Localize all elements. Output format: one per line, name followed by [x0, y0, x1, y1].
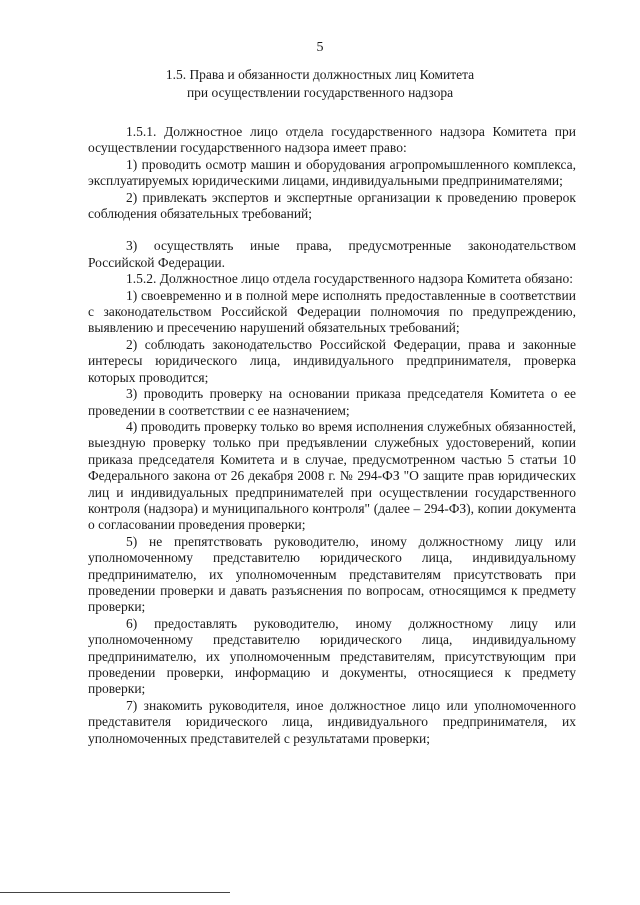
paragraph-1-5-1: 1.5.1. Должностное лицо отдела государственного надзора Комитета при осуществлении государственного надзора имеет право: — [88, 124, 576, 156]
paragraph-gap — [88, 222, 576, 238]
document-body — [88, 124, 576, 747]
duty-item-5: 5) не препятствовать руководителю, иному должностному лицу или уполномоченному представителю юридического лица, индивидуальному предпринимателю, их уполномоченным представителям присутствовать при проведении проверки и давать разъяснения по вопросам, относящимся к предмету проверки; — [88, 533, 576, 615]
right-item-2: 2) привлекать экспертов и экспертные организации к проведению проверок соблюдения обязательных требований; — [88, 189, 576, 222]
duty-item-3: 3) проводить проверку на основании приказа председателя Комитета о ее проведении в соответствии с ее назначением; — [88, 386, 576, 418]
heading-line-1: 1.5. Права и обязанности должностных лиц Комитета — [165, 67, 475, 82]
page-number: 5 — [316, 40, 324, 55]
duty-item-1: 1) своевременно и в полной мере исполнять предоставленные в соответствии с законодательством Российской Федерации полномочия по предупреждению, выявлению и пресечению нарушений обязательных требований; — [88, 287, 576, 336]
section-heading — [0, 66, 640, 102]
duty-item-4: 4) проводить проверку только во время исполнения служебных обязанностей, выездную проверку только при предъявлении служебных удостоверений, копии приказа председателя Комитета и в случае, предусмотренном частью 5 статьи 10 Федерального закона от 26 декабря 2008 г. № 294-ФЗ "О защите прав юридических лиц и индивидуальных предпринимателей при осуществлении государственного контроля (надзора) и муниципального контроля" (далее – 294-ФЗ), копии документа о согласовании проведения проверки; — [88, 418, 576, 533]
right-item-1: 1) проводить осмотр машин и оборудования агропромышленного комплекса, эксплуатируемых юридическими лицами, индивидуальными предпринимателями; — [88, 156, 576, 189]
heading-line-2: при осуществлении государственного надзора — [186, 85, 454, 100]
footer-divider — [0, 892, 230, 893]
right-item-3: 3) осуществлять иные права, предусмотренные законодательством Российской Федерации. — [88, 238, 576, 270]
duty-item-6: 6) предоставлять руководителю, иному должностному лицу или уполномоченному представителю юридического лица, индивидуальному предпринимателю, их уполномоченным представителям, присутствующим при проведении проверки, информацию и документы, относящиеся к предмету проверки; — [88, 615, 576, 697]
paragraph-1-5-2: 1.5.2. Должностное лицо отдела государственного надзора Комитета обязано: — [126, 271, 574, 287]
duty-item-2: 2) соблюдать законодательство Российской Федерации, права и законные интересы юридического лица, индивидуального предпринимателя, проверка которых проводится; — [88, 336, 576, 385]
duty-item-7: 7) знакомить руководителя, иное должностное лицо или уполномоченного представителя юридического лица, индивидуального предпринимателя, их уполномоченных представителей с результатами проверки; — [88, 697, 576, 746]
